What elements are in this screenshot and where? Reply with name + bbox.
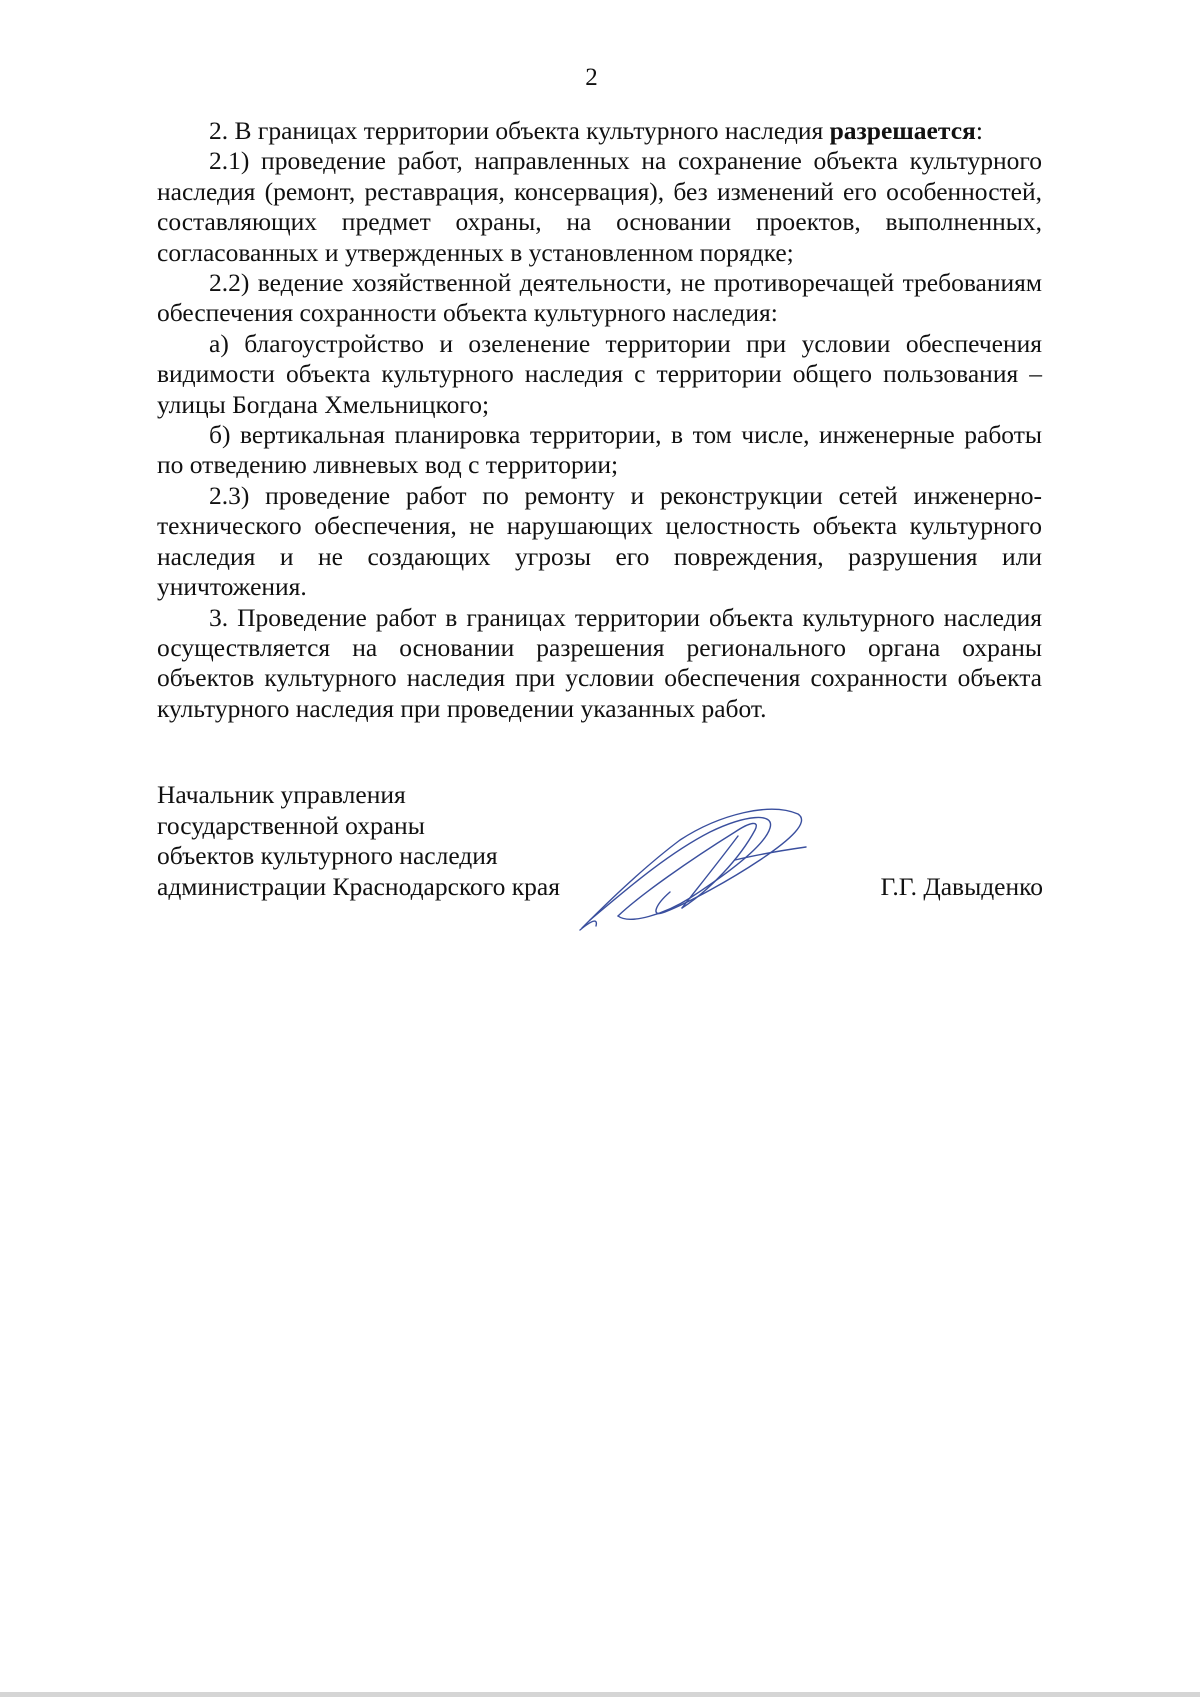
signer-title-line: администрации Краснодарского края (157, 871, 560, 901)
paragraph-2 (157, 116, 1042, 146)
scan-edge-divider (0, 1692, 1200, 1697)
document-body (157, 116, 1042, 724)
paragraph-2-1: 2.1) проведение работ, направленных на сохранение объекта культурного наследия (ремонт, реставрация, консервация), без изменений его особенностей, составляющих предмет охраны, на основании проектов, выполненных, согласованных и утвержденных в установленном порядке; (157, 146, 1042, 267)
paragraph-2-2-a: а) благоустройство и озеленение территории при условии обеспечения видимости объекта культурного наследия с территории общего пользования – улицы Богдана Хмельницкого; (157, 328, 1042, 419)
paragraph-3: 3. Проведение работ в границах территории объекта культурного наследия осуществляется на основании разрешения регионального органа охраны объектов культурного наследия при условии обеспечения сохранности объекта культурного наследия при проведении указанных работ. (157, 602, 1042, 723)
signature-stroke (582, 809, 802, 928)
paragraph-2-tail: : (975, 116, 983, 145)
paragraph-2-2: 2.2) ведение хозяйственной деятельности, не противоречащей требованиям обеспечения сохранности объекта культурного наследия: (157, 268, 1042, 328)
signer-title-line: объектов культурного наследия (157, 841, 498, 871)
signer-title-line: Начальник управления (157, 780, 406, 809)
signer-name: Г.Г. Давыденко (880, 872, 1043, 901)
page-number: 2 (585, 64, 598, 91)
paragraph-2-lead: 2. В границах территории объекта культурного наследия (209, 116, 830, 145)
signature-stroke (682, 836, 738, 908)
signer-title (157, 780, 560, 902)
paragraph-2-3: 2.3) проведение работ по ремонту и реконструкции сетей инженерно-технического обеспечения, не нарушающих целостность объекта культурного наследия и не создающих угрозы его повреждения, разрушения или уничтожения. (157, 480, 1042, 602)
handwritten-signature (570, 800, 820, 940)
signer-title-line: государственной охраны (157, 810, 425, 840)
paragraph-2-2-b: б) вертикальная планировка территории, в том числе, инженерные работы по отведению ливневых вод с территории; (157, 420, 1042, 480)
paragraph-2-emphasis: разрешается (829, 116, 976, 145)
